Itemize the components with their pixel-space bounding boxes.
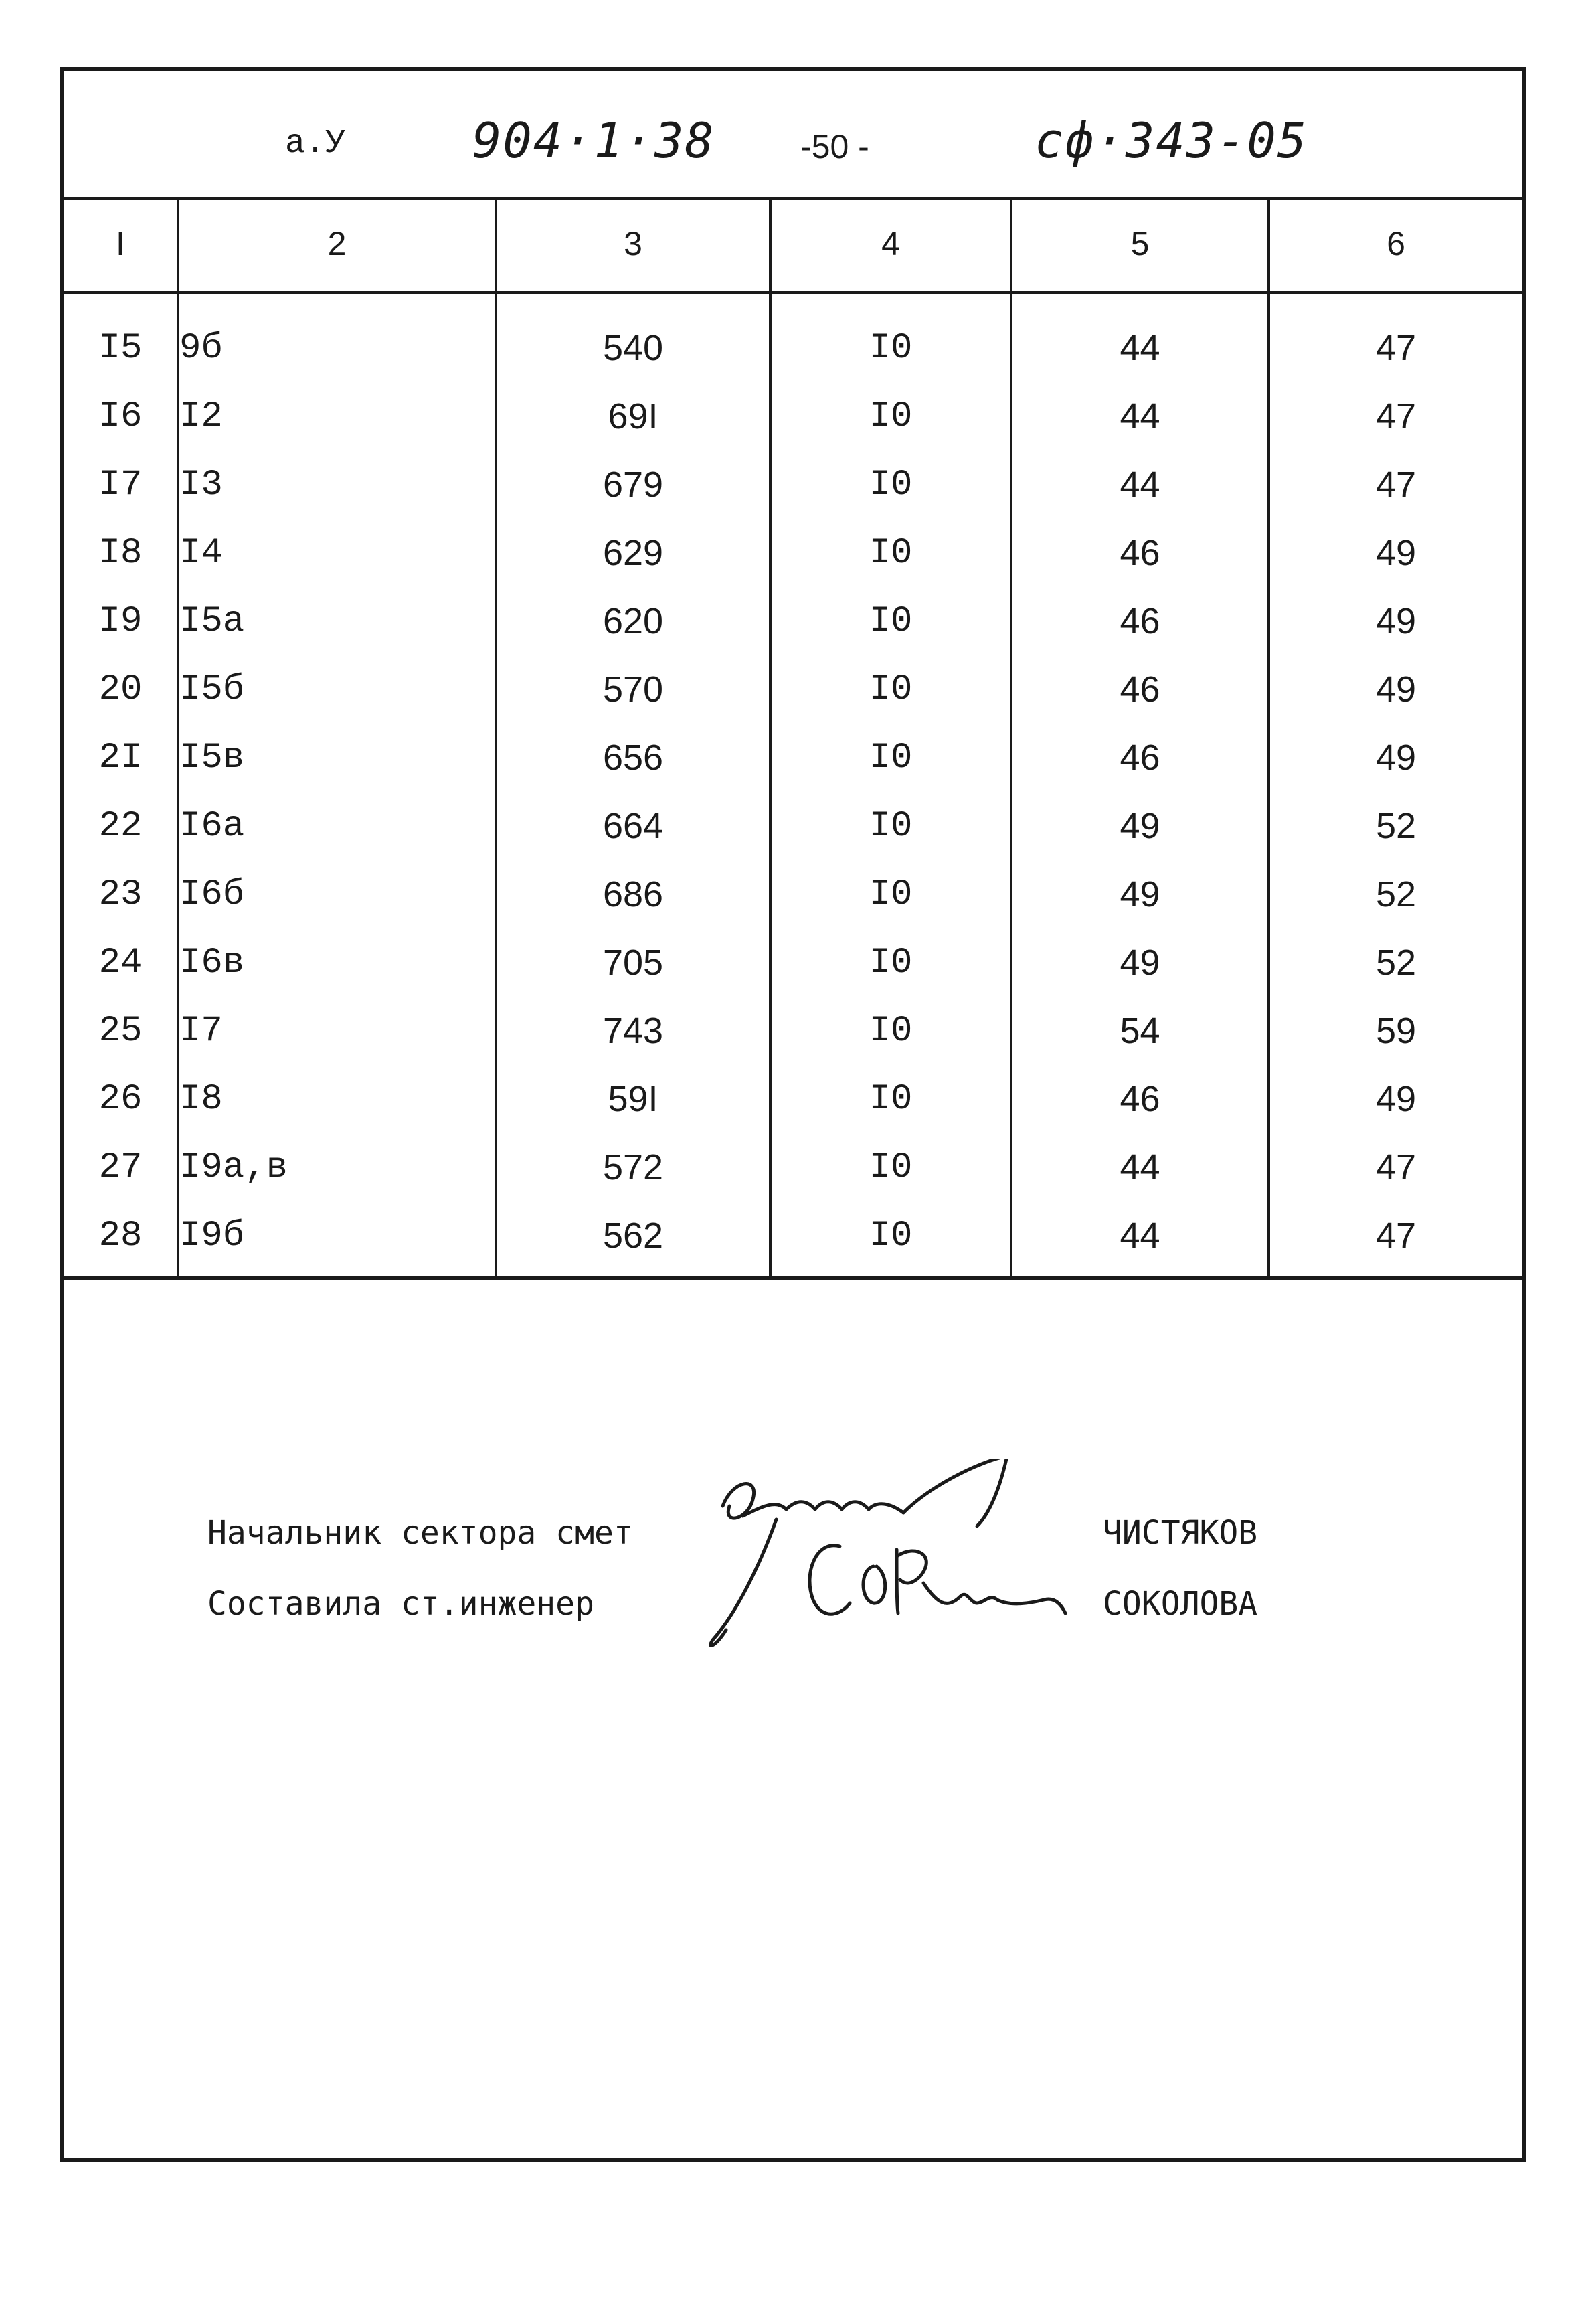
table-cell: 24 xyxy=(64,928,178,997)
column-header: 2 xyxy=(178,197,496,293)
header-label: а.У xyxy=(285,125,346,163)
table-cell: 49 xyxy=(1375,669,1417,710)
table-cell: 44 xyxy=(1011,1202,1269,1279)
table-cell: 44 xyxy=(1011,1133,1269,1202)
table-cell: 23 xyxy=(64,860,178,928)
table-cell: 69I xyxy=(496,382,770,450)
table-cell: 25 xyxy=(64,997,178,1065)
table-cell: 620 xyxy=(496,587,770,655)
table-cell: 49 xyxy=(1375,601,1417,641)
table-cell: I0 xyxy=(770,519,1011,587)
table-row xyxy=(64,587,1522,655)
signature-stroke xyxy=(977,1459,1007,1526)
column-header: 5 xyxy=(1011,197,1269,293)
table-cell: 705 xyxy=(496,928,770,997)
table-cell: 59 xyxy=(1375,1011,1417,1051)
signatory-role-compiler: Составила ст.инженер xyxy=(207,1585,594,1623)
table-cell: I0 xyxy=(770,928,1011,997)
table-cell: 2I xyxy=(64,724,178,792)
table-row xyxy=(64,1133,1522,1202)
table-cell: I0 xyxy=(770,382,1011,450)
table-row xyxy=(64,1202,1522,1279)
table-cell: I6а xyxy=(178,792,496,860)
estimate-table xyxy=(64,197,1522,1280)
table-cell: 46 xyxy=(1011,587,1269,655)
signature-stroke xyxy=(897,1550,926,1613)
signature-stroke xyxy=(810,1546,850,1615)
table-cell: 562 xyxy=(496,1202,770,1279)
table-cell: I3 xyxy=(178,450,496,519)
signature-stroke xyxy=(711,1519,776,1645)
table-cell: 47 xyxy=(1375,396,1417,436)
table-cell: I6 xyxy=(64,382,178,450)
table-cell: 679 xyxy=(496,450,770,519)
table-cell: I7 xyxy=(64,450,178,519)
table-cell: I9б xyxy=(178,1202,496,1279)
table-cell: 49 xyxy=(1011,792,1269,860)
table-cell: 47 xyxy=(1269,1202,1522,1279)
signatory-name-head: ЧИСТЯКОВ xyxy=(1103,1514,1258,1552)
table-cell: I9 xyxy=(64,587,178,655)
table-cell: 49 xyxy=(1375,533,1417,573)
document-code: сф·343-05 xyxy=(1035,112,1308,169)
table-cell: I0 xyxy=(770,450,1011,519)
table-header-row xyxy=(64,197,1522,293)
table-cell: 44 xyxy=(1011,382,1269,450)
series-number: 904·1·38 xyxy=(472,112,715,169)
table-cell: I8 xyxy=(178,1065,496,1133)
table-cell: 52 xyxy=(1375,874,1417,914)
table-cell: 44 xyxy=(1011,450,1269,519)
signatory-name-compiler: СОКОЛОВА xyxy=(1103,1585,1258,1623)
table-cell: 743 xyxy=(496,997,770,1065)
table-cell: 9б xyxy=(178,293,496,383)
table-cell: 49 xyxy=(1375,1079,1417,1119)
handwritten-signature xyxy=(696,1459,1097,1687)
table-cell: 47 xyxy=(1375,1147,1417,1187)
document-frame xyxy=(60,67,1526,2162)
table-cell: I5б xyxy=(178,655,496,724)
table-cell: I5в xyxy=(178,724,496,792)
table-cell: I0 xyxy=(770,587,1011,655)
table-cell: I0 xyxy=(770,293,1011,383)
table-cell: I7 xyxy=(178,997,496,1065)
table-row xyxy=(64,724,1522,792)
signatory-role-head: Начальник сектора смет xyxy=(207,1514,633,1552)
table-cell: 49 xyxy=(1375,738,1417,778)
table-row xyxy=(64,1065,1522,1133)
table-cell: 49 xyxy=(1011,860,1269,928)
table-cell: I5а xyxy=(178,587,496,655)
table-cell: 27 xyxy=(64,1133,178,1202)
table-cell: I2 xyxy=(178,382,496,450)
table-cell: 47 xyxy=(1375,328,1417,368)
table-cell: 686 xyxy=(496,860,770,928)
page-number: -50 - xyxy=(800,128,869,165)
table-row xyxy=(64,655,1522,724)
table-cell: I0 xyxy=(770,724,1011,792)
table-cell: I0 xyxy=(770,860,1011,928)
table-cell: 46 xyxy=(1011,1065,1269,1133)
table-cell: I8 xyxy=(64,519,178,587)
table-cell: 54 xyxy=(1011,997,1269,1065)
table-cell: 47 xyxy=(1375,465,1417,505)
table-cell: 572 xyxy=(496,1133,770,1202)
table-cell: 49 xyxy=(1011,928,1269,997)
table-cell: I0 xyxy=(770,1202,1011,1279)
table-row xyxy=(64,519,1522,587)
table-cell: I6б xyxy=(178,860,496,928)
table-row xyxy=(64,450,1522,519)
document-header xyxy=(64,71,1522,200)
table-cell: 46 xyxy=(1011,724,1269,792)
table-body xyxy=(64,293,1522,1279)
table-cell: 44 xyxy=(1011,293,1269,383)
table-cell: I0 xyxy=(770,1133,1011,1202)
table-row xyxy=(64,860,1522,928)
signature-stroke xyxy=(923,1583,1065,1613)
table-cell: I5 xyxy=(64,293,178,383)
table-cell: I6в xyxy=(178,928,496,997)
table-cell: 22 xyxy=(64,792,178,860)
table-row xyxy=(64,293,1522,383)
column-header: 6 xyxy=(1269,197,1522,293)
column-header: 3 xyxy=(496,197,770,293)
table-cell: I4 xyxy=(178,519,496,587)
column-header: I xyxy=(64,197,178,293)
table-cell: 46 xyxy=(1011,519,1269,587)
table-row xyxy=(64,928,1522,997)
table-cell: 540 xyxy=(496,293,770,383)
column-header: 4 xyxy=(770,197,1011,293)
table-row xyxy=(64,382,1522,450)
table-cell: 656 xyxy=(496,724,770,792)
table-cell: 26 xyxy=(64,1065,178,1133)
table-row xyxy=(64,792,1522,860)
table-cell: 20 xyxy=(64,655,178,724)
table-cell: I9а,в xyxy=(178,1133,496,1202)
table-cell: 629 xyxy=(496,519,770,587)
table-cell: I0 xyxy=(770,997,1011,1065)
table-cell: 52 xyxy=(1375,942,1417,983)
table-cell: 664 xyxy=(496,792,770,860)
signature-stroke xyxy=(743,1502,903,1516)
table-cell: 46 xyxy=(1011,655,1269,724)
table-cell: I0 xyxy=(770,1065,1011,1133)
table-cell: 59I xyxy=(496,1065,770,1133)
signature-stroke xyxy=(863,1566,885,1603)
table-cell: I0 xyxy=(770,655,1011,724)
table-cell: 28 xyxy=(64,1202,178,1279)
table-row xyxy=(64,997,1522,1065)
table-cell: 570 xyxy=(496,655,770,724)
table-cell: I0 xyxy=(770,792,1011,860)
table-cell: 52 xyxy=(1375,806,1417,846)
